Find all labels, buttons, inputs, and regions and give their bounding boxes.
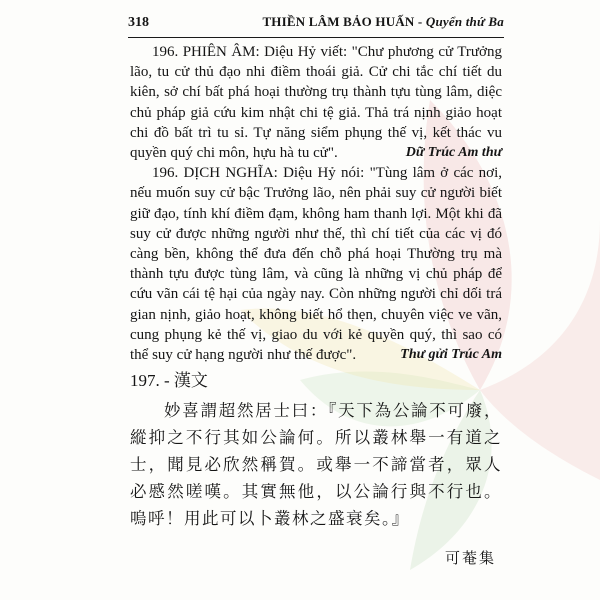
phien-am-text: 196. PHIÊN ÂM: Diệu Hỷ viết: "Chư phương cử Trưởng lão, tu cử thủ đạo nhi điềm thoái giả. Cử chi tắc chí tiết du kiên, sở chí bất phá hoại thường trụ thành tựu tùng lâm, diệc chủ pháp giả cứu kim nhật chi tệ giả. Thả trá nịnh giảo hoạt chi đồ bất trì tu sỉ. Tự năng siểm phụng thế vị, kết thác vu quyền quý chi môn, hựu hà tu cử". bbox=[130, 44, 502, 162]
dich-nghia-text: 196. DỊCH NGHĨA: Diệu Hỷ nói: "Tùng lâm ở các nơi, nếu muốn suy cử bậc Trưởng lão, nên phải suy cử người biết giữ đạo, tính khí điềm đạm, không ham thanh lợi. Một khi đã suy cử được những người như thế, thì chí tiết của các vị đó càng bền, không thể đưa đến chỗ phá hoại Thường trụ mà thành tựu được tùng lâm, và cũng là những vị chủ pháp để cứu vãn cái tệ hại của ngày nay. Còn những người chỉ dối trá gian nịnh, giảo hoạt, không biết hổ thẹn, chuyên việc ve vãn, cung phụng kẻ thế vị, giao du với kẻ quyền quý, thì sao có thể suy cử hạng người như thế được". bbox=[130, 165, 502, 364]
title-separator: - bbox=[414, 14, 426, 29]
running-title bbox=[262, 14, 504, 30]
han-van-text: 妙喜謂超然居士曰：『天下為公論不可廢，縱抑之不行其如公論何。所以叢林舉一有道之士，聞見必欣然稱賀。或舉一不諦當者，眾人必慼然嗟嘆。其實無他，以公論行與不行也。嗚呼！用此可以卜叢林之盛衰矣。』 bbox=[130, 401, 502, 529]
running-header bbox=[128, 14, 504, 36]
volume-label: Quyển thứ Ba bbox=[425, 14, 504, 29]
page-number: 318 bbox=[128, 15, 149, 30]
dich-nghia-signature: Thư gửi Trúc Am bbox=[400, 347, 502, 363]
dich-nghia-paragraph bbox=[130, 163, 502, 365]
han-van-source: 可菴集 bbox=[444, 549, 496, 568]
han-van-heading: 197. - 漢文 bbox=[130, 371, 208, 391]
header-rule bbox=[128, 37, 504, 38]
book-title: THIỀN LÂM BẢO HUẤN bbox=[262, 14, 415, 29]
phien-am-signature: Dữ Trúc Am thư bbox=[405, 145, 502, 161]
page-body bbox=[130, 42, 502, 568]
